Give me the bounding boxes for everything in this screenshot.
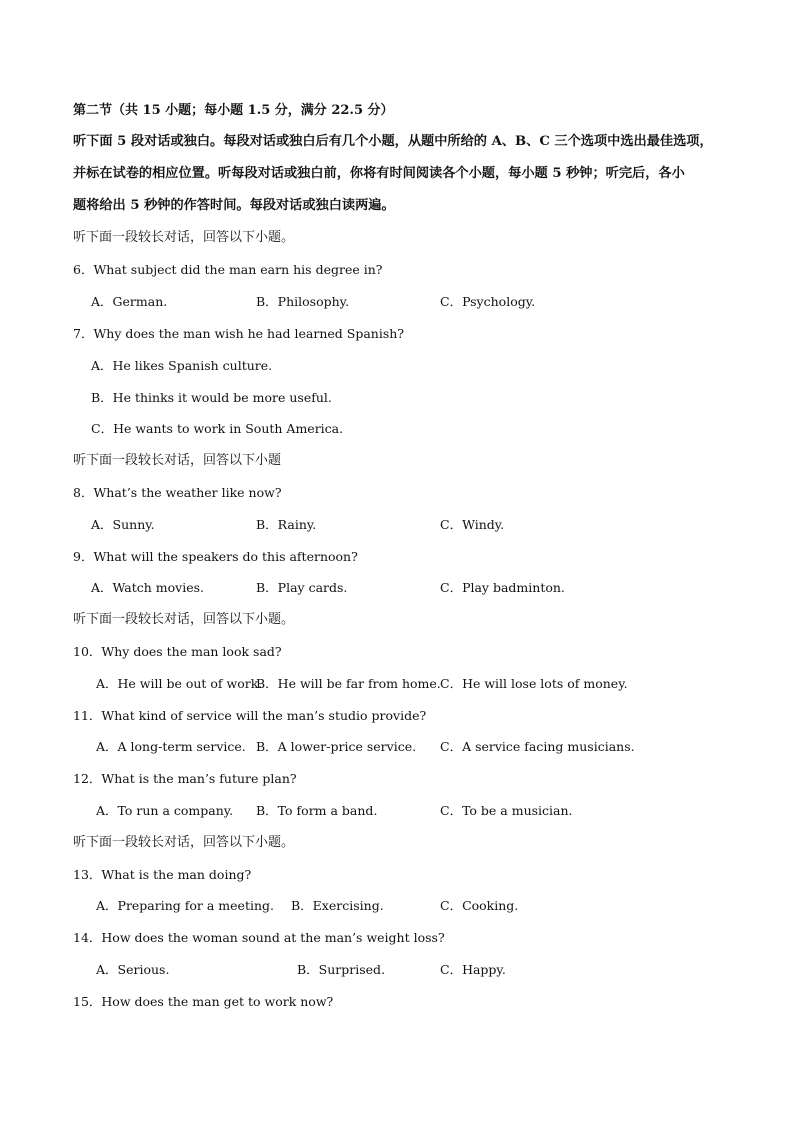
question-10-option-c: C．He will lose lots of money. xyxy=(440,676,628,691)
dialogue-prompt-4: 听下面一段较长对话，回答以下小题。 xyxy=(73,835,295,850)
question-14-option-c: C．Happy. xyxy=(440,962,506,977)
question-15-stem: 15．How does the man get to work now? xyxy=(73,994,334,1009)
dialogue-prompt-2: 听下面一段较长对话，回答以下小题 xyxy=(73,453,282,468)
question-8-option-b: B．Rainy. xyxy=(256,517,317,532)
question-9-option-b: B．Play cards. xyxy=(256,580,348,595)
question-13-stem: 13．What is the man doing? xyxy=(73,867,252,882)
question-8-stem: 8．What’s the weather like now? xyxy=(73,485,282,500)
question-7-stem: 7．Why does the man wish he had learned Spanish? xyxy=(73,326,404,341)
question-7-option-b: B．He thinks it would be more useful. xyxy=(91,390,332,405)
question-14-stem: 14．How does the woman sound at the man’s weight loss? xyxy=(73,930,445,945)
question-8-option-a: A．Sunny. xyxy=(91,517,155,532)
dialogue-prompt-3: 听下面一段较长对话，回答以下小题。 xyxy=(73,612,295,627)
instructions-line-1: 听下面 5 段对话或独白。每段对话或独白后有几个小题，从题中所给的 A、B、C 三个选项中选出最佳选项， xyxy=(73,134,713,149)
question-7-option-c: C．He wants to work in South America. xyxy=(91,421,344,436)
question-13-option-b: B．Exercising. xyxy=(291,898,384,913)
question-12-stem: 12．What is the man’s future plan? xyxy=(73,771,297,786)
question-12-option-c: C．To be a musician. xyxy=(440,803,573,818)
question-12-option-b: B．To form a band. xyxy=(256,803,378,818)
question-6-stem: 6．What subject did the man earn his degree in? xyxy=(73,262,383,277)
question-10-option-b: B．He will be far from home. xyxy=(256,676,441,691)
question-7-option-a: A．He likes Spanish culture. xyxy=(91,358,273,373)
question-14-option-a: A．Serious. xyxy=(96,962,170,977)
question-9-stem: 9．What will the speakers do this afternoon? xyxy=(73,549,358,564)
section-heading: 第二节（共 15 小题；每小题 1.5 分，满分 22.5 分） xyxy=(73,103,394,118)
question-10-option-a: A．He will be out of work. xyxy=(96,676,263,691)
question-10-stem: 10．Why does the man look sad? xyxy=(73,644,282,659)
question-6-option-a: A．German. xyxy=(91,294,168,309)
question-11-option-b: B．A lower-price service. xyxy=(256,739,417,754)
question-8-option-c: C．Windy. xyxy=(440,517,505,532)
question-9-option-c: C．Play badminton. xyxy=(440,580,565,595)
question-13-option-c: C．Cooking. xyxy=(440,898,519,913)
question-6-option-b: B．Philosophy. xyxy=(256,294,350,309)
question-14-option-b: B．Surprised. xyxy=(297,962,386,977)
dialogue-prompt-1: 听下面一段较长对话，回答以下小题。 xyxy=(73,230,295,245)
question-9-option-a: A．Watch movies. xyxy=(91,580,205,595)
question-13-option-a: A．Preparing for a meeting. xyxy=(96,898,274,913)
question-11-stem: 11．What kind of service will the man’s studio provide? xyxy=(73,708,427,723)
question-11-option-a: A．A long-term service. xyxy=(96,739,246,754)
instructions-line-3: 题将给出 5 秒钟的作答时间。每段对话或独白读两遍。 xyxy=(73,198,395,213)
instructions-line-2: 并标在试卷的相应位置。听每段对话或独白前，你将有时间阅读各个小题，每小题 5 秒钟；听完后，各小 xyxy=(73,166,685,181)
question-12-option-a: A．To run a company. xyxy=(96,803,234,818)
question-11-option-c: C．A service facing musicians. xyxy=(440,739,635,754)
question-6-option-c: C．Psychology. xyxy=(440,294,536,309)
